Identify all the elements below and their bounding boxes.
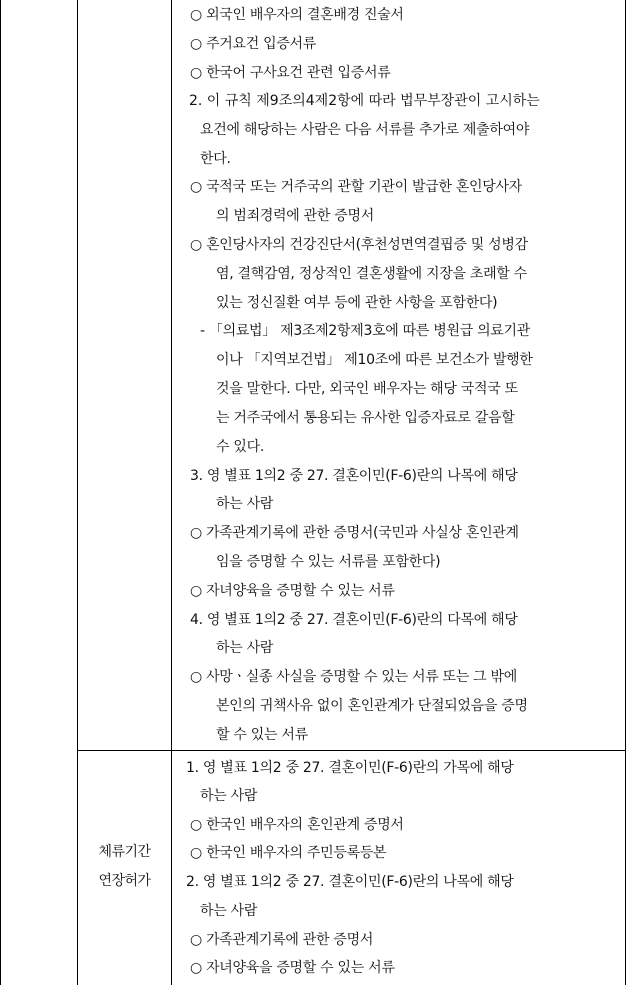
list-item: 2. 이 규칙 제9조의4제2항에 따라 법무부장관이 고시하는	[189, 93, 540, 109]
list-item: 본인의 귀책사유 없이 혼인관계가 단절되었음을 증명	[216, 698, 528, 714]
table-column-divider-2	[171, 0, 172, 985]
list-item: 이나 「지역보건법」 제10조에 따른 보건소가 발행한	[216, 352, 533, 368]
list-item: 는 거주국에서 통용되는 유사한 입증자료로 갈음할	[216, 410, 515, 426]
list-item: 할 수 있는 서류	[216, 727, 308, 743]
list-item: 있는 정신질환 여부 등에 관한 사항을 포함한다)	[216, 295, 498, 311]
list-item: 4. 영 별표 1의2 중 27. 결혼이민(F-6)란의 다목에 해당	[190, 612, 518, 628]
list-item: 한다.	[200, 151, 231, 167]
table-left-border	[0, 0, 1, 985]
list-item: ○ 자녀양육을 증명할 수 있는 서류	[190, 583, 395, 599]
list-item: ○ 가족관계기록에 관한 증명서	[190, 932, 374, 948]
list-item: 임을 증명할 수 있는 서류를 포함한다)	[216, 554, 441, 570]
list-item: ○ 외국인 배우자의 결혼배경 진술서	[190, 7, 404, 23]
list-item: ○ 한국인 배우자의 주민등록등본	[190, 845, 387, 861]
list-item: 수 있다.	[216, 439, 264, 455]
list-item: 염, 결핵감염, 정상적인 결혼생활에 지장을 초래할 수	[216, 266, 527, 282]
list-item: 3. 영 별표 1의2 중 27. 결혼이민(F-6)란의 나목에 해당	[190, 468, 518, 484]
list-item: 것을 말한다. 다만, 외국인 배우자는 해당 국적국 또	[216, 381, 518, 397]
list-item: ○ 가족관계기록에 관한 증명서(국민과 사실상 혼인관계	[190, 525, 519, 541]
section-label-line: 체류기간	[98, 844, 151, 860]
list-item: ○ 주거요건 입증서류	[190, 36, 317, 52]
table-right-border	[625, 0, 626, 985]
list-item: ○ 혼인당사자의 건강진단서(후천성면역결핍증 및 성병감	[190, 237, 528, 253]
list-item: ○ 자녀양육을 증명할 수 있는 서류	[190, 960, 395, 976]
list-item: - 「의료법」 제3조제2항제3호에 따른 병원급 의료기관	[200, 323, 530, 339]
list-item: 하는 사람	[200, 788, 258, 804]
list-item: ○ 사망ㆍ실종 사실을 증명할 수 있는 서류 또는 그 밖에	[190, 669, 517, 685]
section-label-line: 연장허가	[98, 873, 151, 889]
list-item: ○ 한국어 구사요건 관련 입증서류	[190, 65, 391, 81]
list-item: 1. 영 별표 1의2 중 27. 결혼이민(F-6)란의 가목에 해당	[186, 760, 514, 776]
table-row-divider	[77, 750, 626, 751]
list-item: ○ 한국인 배우자의 혼인관계 증명서	[190, 817, 404, 833]
list-item: 하는 사람	[216, 496, 274, 512]
section-label	[78, 838, 171, 896]
list-item: ○ 국적국 또는 거주국의 관할 기관이 발급한 혼인당사자	[190, 179, 522, 195]
list-item: 하는 사람	[216, 640, 274, 656]
list-item: 2. 영 별표 1의2 중 27. 결혼이민(F-6)란의 나목에 해당	[186, 874, 514, 890]
list-item: 의 범죄경력에 관한 증명서	[216, 208, 374, 224]
list-item: 하는 사람	[200, 903, 258, 919]
list-item: 요건에 해당하는 사람은 다음 서류를 추가로 제출하여야	[200, 122, 530, 138]
